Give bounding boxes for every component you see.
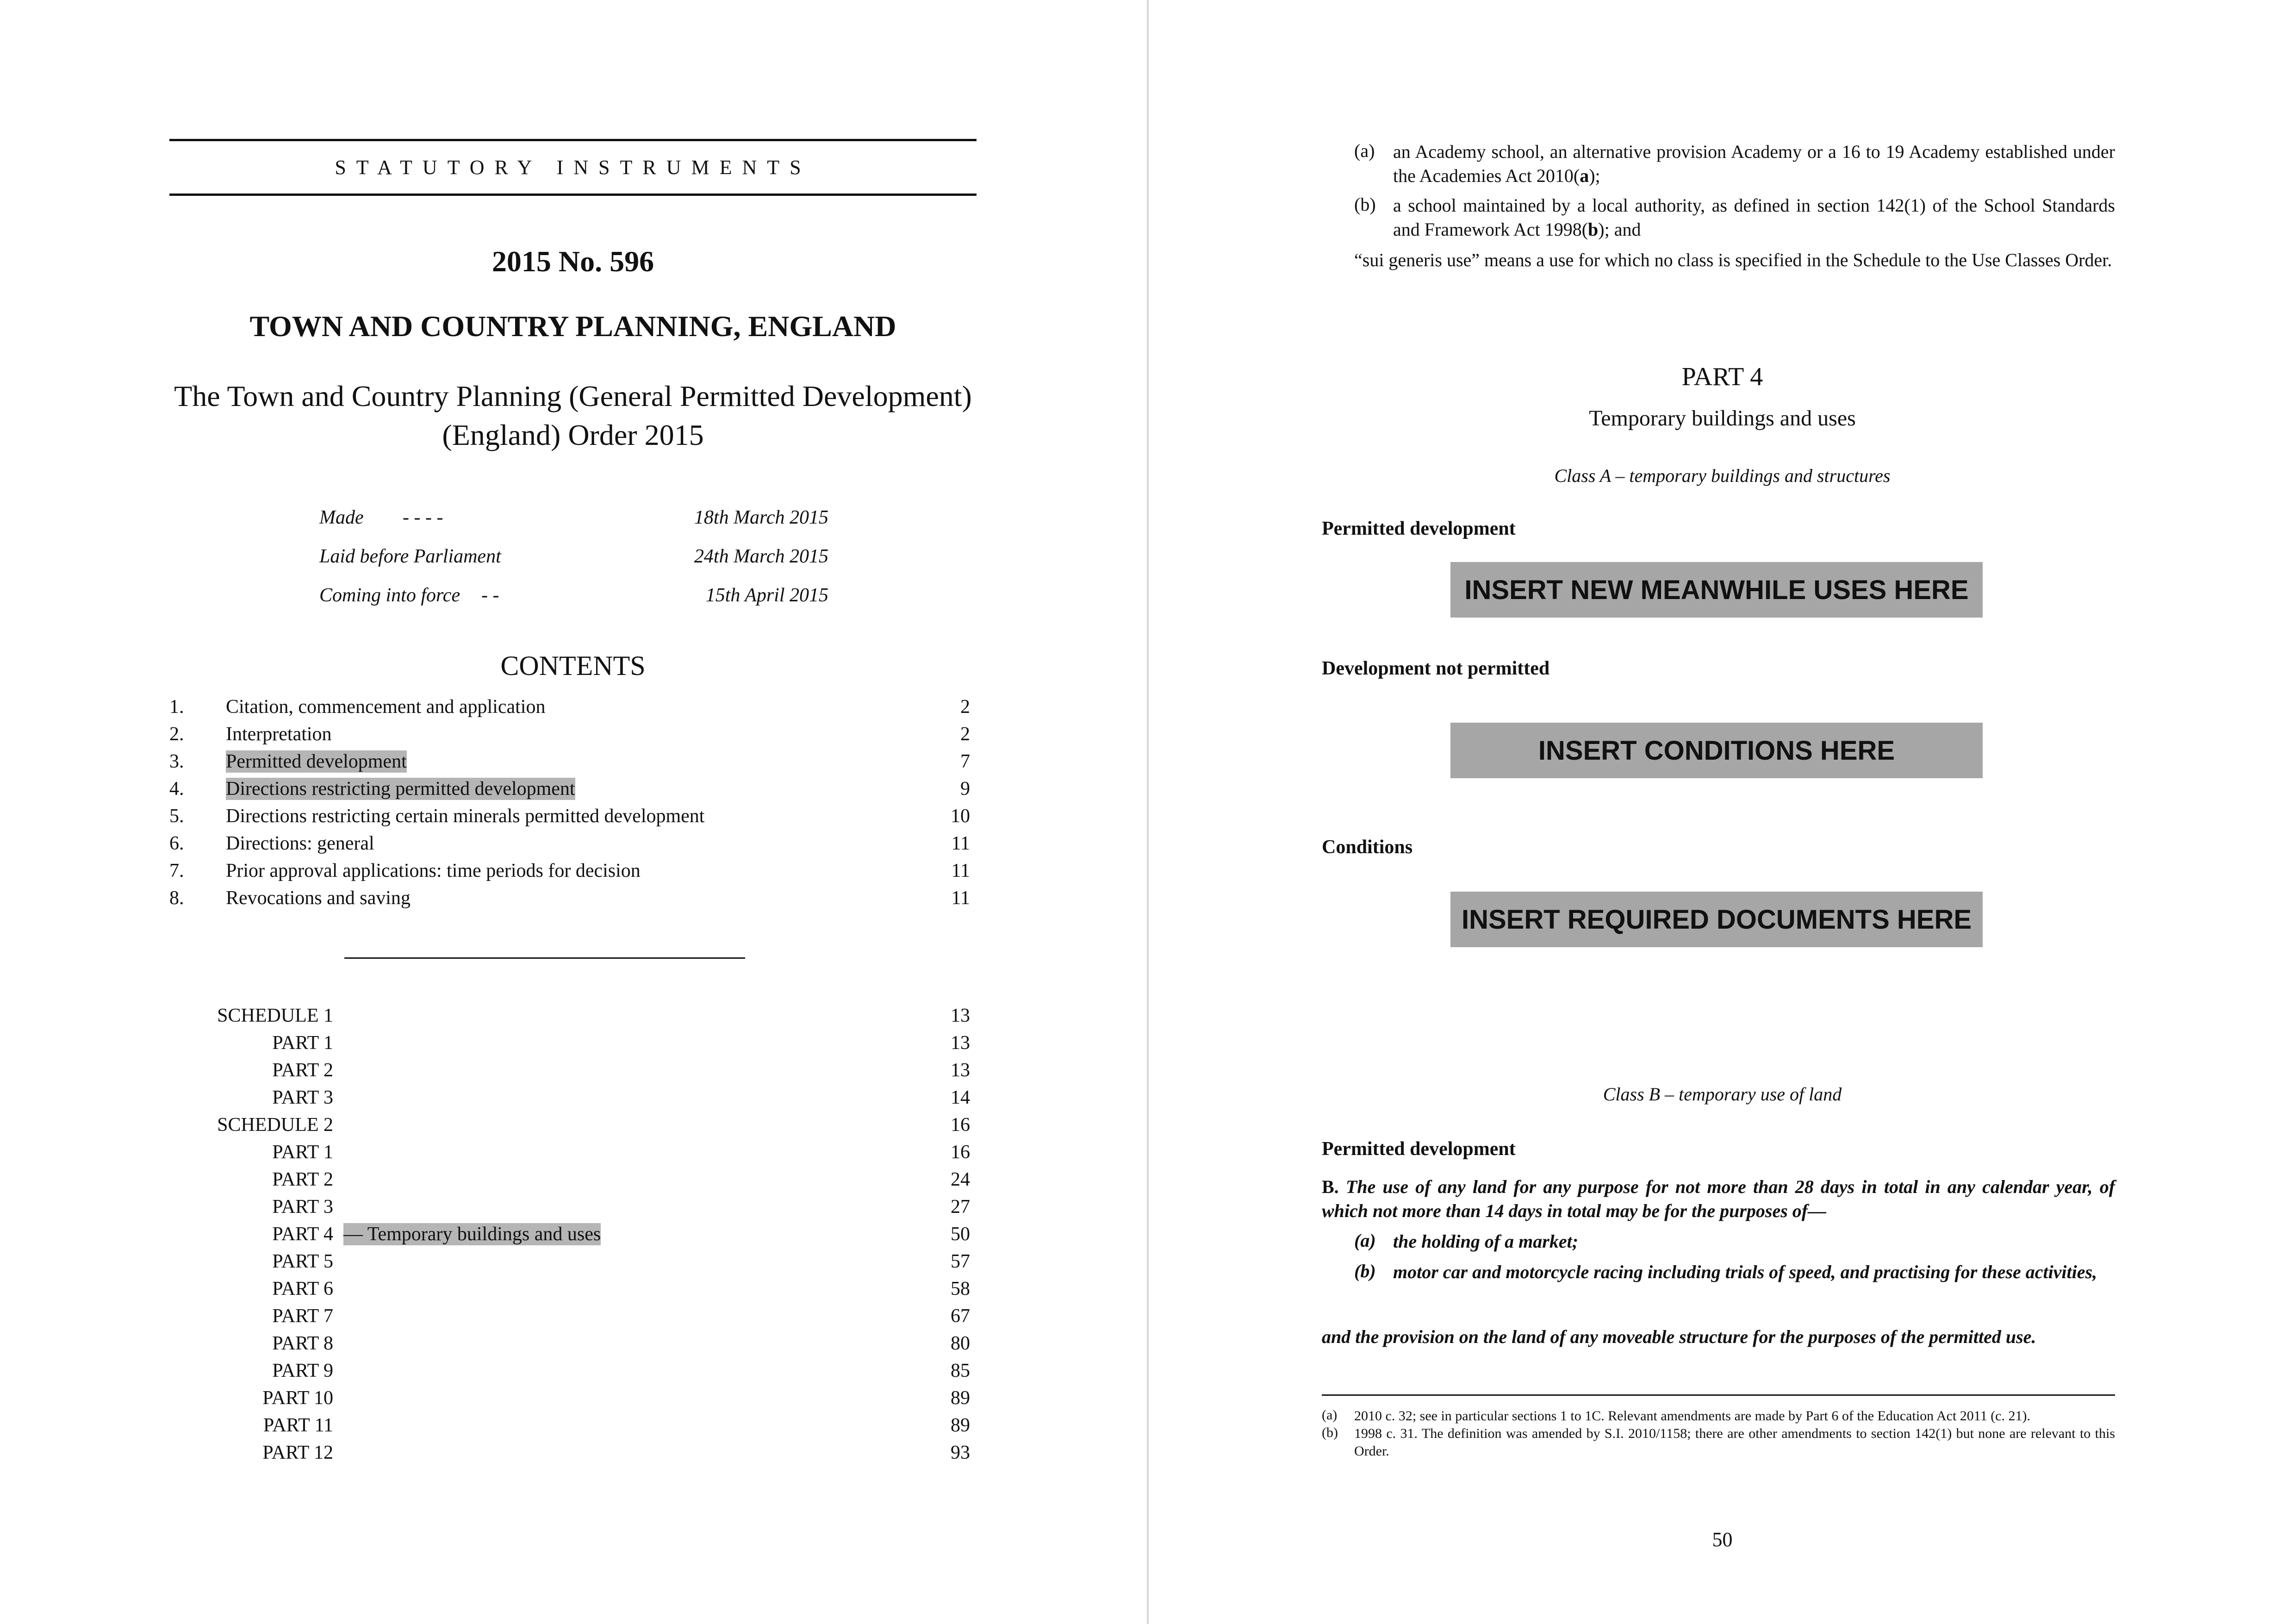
toc-number: 4. xyxy=(169,778,184,800)
part-link[interactable]: PART 5 xyxy=(272,1251,333,1272)
class-b-item-text: motor car and motorcycle racing including trials of speed, and practising for these activities, xyxy=(1393,1262,2097,1282)
toc-link-highlighted[interactable]: Directions restricting permitted development xyxy=(226,778,575,800)
part-subtitle: Temporary buildings and uses xyxy=(1589,406,1856,431)
part-link[interactable]: PART 2 xyxy=(272,1169,333,1190)
date-label: Made xyxy=(319,507,364,528)
toc-number: 5. xyxy=(169,806,184,827)
date-dashes: - - xyxy=(481,585,499,606)
part-link[interactable]: PART 12 xyxy=(262,1442,333,1463)
contents-divider xyxy=(344,957,745,959)
class-b-item-label: (a) xyxy=(1354,1230,1376,1251)
part-link[interactable]: PART 8 xyxy=(272,1333,333,1354)
toc-page-number: 2 xyxy=(960,696,970,718)
toc-page-number: 24 xyxy=(951,1169,970,1190)
class-b-heading: Class B – temporary use of land xyxy=(1603,1084,1842,1105)
part-link[interactable]: PART 7 xyxy=(272,1305,333,1327)
toc-link[interactable]: Citation, commencement and application xyxy=(226,696,546,718)
class-b-item-label: (b) xyxy=(1354,1261,1376,1281)
toc-page-number: 89 xyxy=(951,1415,970,1436)
schedule-link[interactable]: SCHEDULE 2 xyxy=(217,1114,333,1136)
part-link[interactable]: PART 1 xyxy=(272,1142,333,1163)
class-b-text: The use of any land for any purpose for not more than 28 days in total in any calendar year, of which not more than 14 days in total may be for the purposes of— xyxy=(1322,1176,2116,1221)
toc-number: 6. xyxy=(169,833,184,854)
page-number: 50 xyxy=(1712,1528,1733,1551)
insert-conditions-placeholder: INSERT CONDITIONS HERE xyxy=(1450,723,1983,778)
class-b-paragraph xyxy=(1322,1175,2115,1223)
sui-generis-definition: “sui generis use” means a use for which no class is specified in the Schedule to the Use Classes Order. xyxy=(1354,250,2112,270)
permitted-development-heading-b: Permitted development xyxy=(1322,1138,1516,1160)
toc-page-number: 10 xyxy=(951,806,970,827)
toc-link-highlighted[interactable]: Permitted development xyxy=(226,751,407,772)
part-heading: PART 4 xyxy=(1681,362,1763,391)
toc-page-number: 67 xyxy=(951,1305,970,1327)
toc-link[interactable]: Interpretation xyxy=(226,724,332,745)
toc-page-number: 16 xyxy=(951,1142,970,1163)
toc-page-number: 50 xyxy=(951,1224,970,1245)
footnote-text: 2010 c. 32; see in particular sections 1 to 1C. Relevant amendments are made by Part 6 of the Education Act 2011 (c. 21). xyxy=(1354,1408,2030,1424)
date-label: Laid before Parliament xyxy=(319,546,501,567)
toc-number: 3. xyxy=(169,751,184,772)
footnote-label: (a) xyxy=(1322,1407,1338,1423)
header-top-rule xyxy=(169,139,977,141)
development-not-permitted-heading: Development not permitted xyxy=(1322,658,1550,679)
toc-page-number: 16 xyxy=(951,1114,970,1136)
toc-number: 7. xyxy=(169,860,184,881)
statutory-instruments-header: STATUTORY INSTRUMENTS xyxy=(335,156,811,179)
insert-required-documents-placeholder: INSERT REQUIRED DOCUMENTS HERE xyxy=(1450,892,1983,947)
class-a-heading: Class A – temporary buildings and structures xyxy=(1554,465,1891,486)
part-link[interactable]: PART 10 xyxy=(262,1387,333,1409)
toc-page-number: 27 xyxy=(951,1196,970,1218)
footnote-ref-b[interactable]: b xyxy=(1588,219,1599,240)
contents-heading: CONTENTS xyxy=(500,650,646,681)
footnote-divider xyxy=(1322,1394,2115,1396)
footnote-label: (b) xyxy=(1322,1425,1338,1440)
toc-number: 2. xyxy=(169,724,184,745)
order-title: The Town and Country Planning (General Permitted Development) (England) Order 2015 xyxy=(174,380,972,451)
footnote-ref-a[interactable]: a xyxy=(1580,165,1589,186)
toc-link[interactable]: Directions restricting certain minerals permitted development xyxy=(226,806,705,827)
conditions-heading: Conditions xyxy=(1322,837,1413,858)
toc-page-number: 80 xyxy=(951,1333,970,1354)
insert-meanwhile-uses-placeholder: INSERT NEW MEANWHILE USES HERE xyxy=(1450,562,1983,618)
definition-text: an Academy school, an alternative provision Academy or a 16 to 19 Academy established under the Academies Act 2010(a); xyxy=(1393,141,2115,186)
toc-page-number: 9 xyxy=(960,778,970,800)
toc-page-number: 58 xyxy=(951,1278,970,1299)
toc-number: 1. xyxy=(169,696,184,718)
subject-heading: TOWN AND COUNTRY PLANNING, ENGLAND xyxy=(249,310,896,343)
part-4-title-highlighted[interactable]: — Temporary buildings and uses xyxy=(343,1224,601,1245)
class-b-item-text: the holding of a market; xyxy=(1393,1231,1579,1252)
toc-page-number: 11 xyxy=(951,887,970,909)
definition-text: a school maintained by a local authority, as defined in section 142(1) of the School Standards and Framework Act 1998(b); and xyxy=(1393,195,2115,240)
definition-label: (b) xyxy=(1354,194,1376,215)
definition-label: (a) xyxy=(1354,140,1375,161)
toc-page-number: 14 xyxy=(951,1087,970,1108)
toc-link[interactable]: Revocations and saving xyxy=(226,887,411,909)
toc-page-number: 13 xyxy=(951,1060,970,1081)
footnote-text: 1998 c. 31. The definition was amended by S.I. 2010/1158; there are other amendments to section 142(1) but none are relevant to this Order. xyxy=(1354,1426,2115,1459)
toc-page-number: 85 xyxy=(951,1360,970,1381)
part-link[interactable]: PART 4 xyxy=(272,1224,333,1245)
toc-page-number: 11 xyxy=(951,860,970,881)
part-link[interactable]: PART 3 xyxy=(272,1087,333,1108)
date-value: 18th March 2015 xyxy=(694,507,828,528)
part-link[interactable]: PART 9 xyxy=(272,1360,333,1381)
permitted-development-heading: Permitted development xyxy=(1322,518,1516,539)
part-link[interactable]: PART 11 xyxy=(263,1415,333,1436)
right-page xyxy=(1149,0,2296,1624)
schedule-link[interactable]: SCHEDULE 1 xyxy=(217,1005,333,1026)
date-value: 15th April 2015 xyxy=(705,585,828,606)
header-bottom-rule xyxy=(169,194,977,196)
toc-page-number: 89 xyxy=(951,1387,970,1409)
part-link[interactable]: PART 3 xyxy=(272,1196,333,1218)
date-value: 24th March 2015 xyxy=(694,546,828,567)
toc-page-number: 11 xyxy=(951,833,970,854)
part-link[interactable]: PART 2 xyxy=(272,1060,333,1081)
part-link[interactable]: PART 1 xyxy=(272,1032,333,1054)
toc-page-number: 7 xyxy=(960,751,970,772)
class-b-letter: B. xyxy=(1322,1176,1339,1197)
date-dashes: - - - - xyxy=(403,507,443,528)
toc-page-number: 57 xyxy=(951,1251,970,1272)
left-page xyxy=(0,0,1147,1624)
part-link[interactable]: PART 6 xyxy=(272,1278,333,1299)
toc-link[interactable]: Prior approval applications: time periods for decision xyxy=(226,860,641,881)
class-b-closing: and the provision on the land of any moveable structure for the purposes of the permitted use. xyxy=(1322,1326,2036,1347)
toc-link[interactable]: Directions: general xyxy=(226,833,374,854)
toc-page-number: 13 xyxy=(951,1032,970,1054)
si-number: 2015 No. 596 xyxy=(492,245,654,278)
date-label: Coming into force xyxy=(319,585,460,606)
toc-page-number: 2 xyxy=(960,724,970,745)
toc-number: 8. xyxy=(169,887,184,909)
toc-page-number: 93 xyxy=(951,1442,970,1463)
toc-page-number: 13 xyxy=(951,1005,970,1026)
